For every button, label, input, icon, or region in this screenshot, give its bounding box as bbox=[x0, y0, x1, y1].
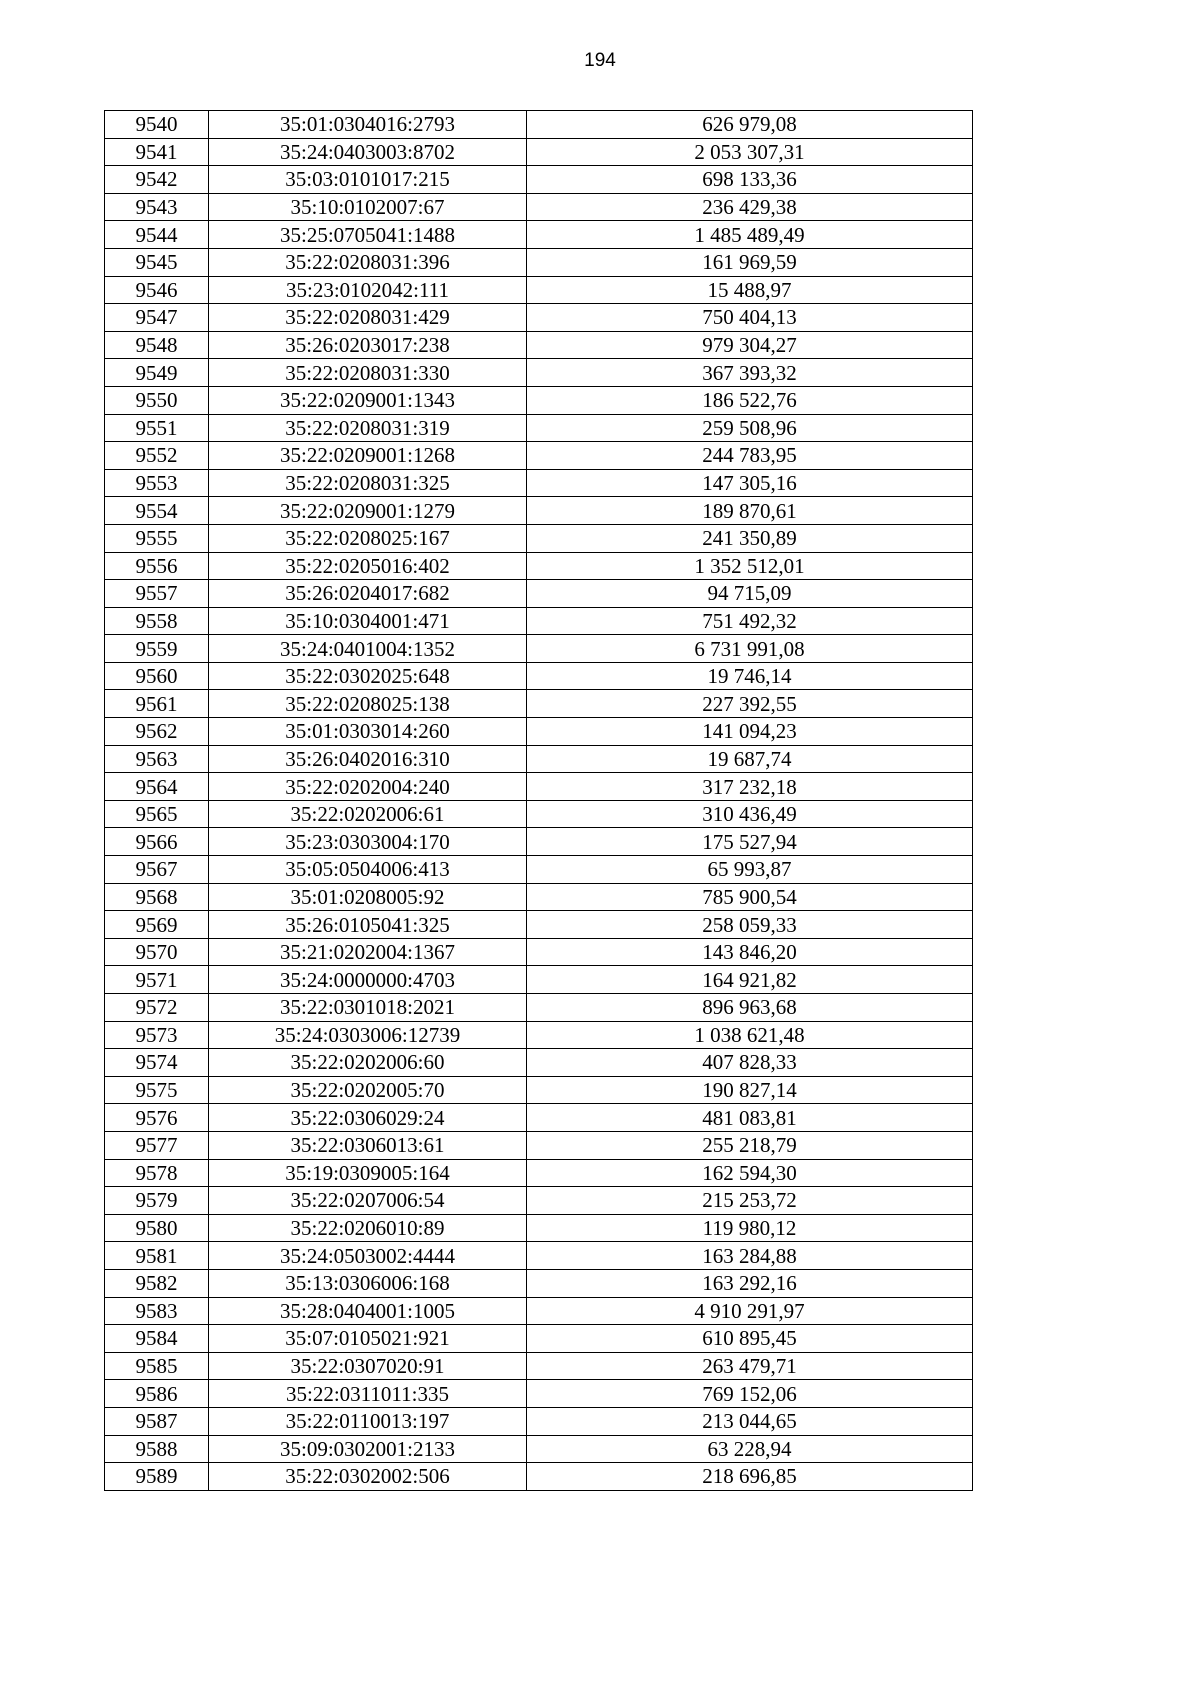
cadastral-value-cell: 979 304,27 bbox=[527, 331, 973, 359]
table-row bbox=[105, 304, 973, 332]
row-number-cell: 9561 bbox=[105, 690, 209, 718]
table-row bbox=[105, 966, 973, 994]
cadastral-value-cell: 1 038 621,48 bbox=[527, 1021, 973, 1049]
row-number-cell: 9583 bbox=[105, 1297, 209, 1325]
table-row bbox=[105, 911, 973, 939]
cadastral-value-cell: 163 292,16 bbox=[527, 1269, 973, 1297]
row-number-cell: 9568 bbox=[105, 883, 209, 911]
row-number-cell: 9555 bbox=[105, 524, 209, 552]
cadastral-number-cell: 35:22:0208031:325 bbox=[209, 469, 527, 497]
row-number-cell: 9585 bbox=[105, 1352, 209, 1380]
cadastral-number-cell: 35:09:0302001:2133 bbox=[209, 1435, 527, 1463]
table-row bbox=[105, 938, 973, 966]
cadastral-number-cell: 35:25:0705041:1488 bbox=[209, 221, 527, 249]
cadastral-number-cell: 35:26:0105041:325 bbox=[209, 911, 527, 939]
row-number-cell: 9565 bbox=[105, 800, 209, 828]
cadastral-value-cell: 163 284,88 bbox=[527, 1242, 973, 1270]
row-number-cell: 9563 bbox=[105, 745, 209, 773]
row-number-cell: 9584 bbox=[105, 1325, 209, 1353]
cadastral-value-cell: 310 436,49 bbox=[527, 800, 973, 828]
row-number-cell: 9548 bbox=[105, 331, 209, 359]
cadastral-number-cell: 35:28:0404001:1005 bbox=[209, 1297, 527, 1325]
table-body bbox=[105, 111, 973, 1491]
cadastral-number-cell: 35:22:0311011:335 bbox=[209, 1380, 527, 1408]
row-number-cell: 9554 bbox=[105, 497, 209, 525]
cadastral-value-cell: 141 094,23 bbox=[527, 718, 973, 746]
cadastral-value-cell: 189 870,61 bbox=[527, 497, 973, 525]
table-row bbox=[105, 994, 973, 1022]
cadastral-value-cell: 190 827,14 bbox=[527, 1076, 973, 1104]
cadastral-number-cell: 35:22:0208031:319 bbox=[209, 414, 527, 442]
cadastral-value-cell: 119 980,12 bbox=[527, 1214, 973, 1242]
row-number-cell: 9574 bbox=[105, 1049, 209, 1077]
row-number-cell: 9560 bbox=[105, 662, 209, 690]
table-row bbox=[105, 111, 973, 139]
row-number-cell: 9550 bbox=[105, 386, 209, 414]
row-number-cell: 9588 bbox=[105, 1435, 209, 1463]
row-number-cell: 9553 bbox=[105, 469, 209, 497]
row-number-cell: 9541 bbox=[105, 138, 209, 166]
cadastral-value-cell: 213 044,65 bbox=[527, 1407, 973, 1435]
cadastral-number-cell: 35:22:0202005:70 bbox=[209, 1076, 527, 1104]
cadastral-number-cell: 35:22:0306013:61 bbox=[209, 1131, 527, 1159]
cadastral-value-cell: 65 993,87 bbox=[527, 856, 973, 884]
table-row bbox=[105, 166, 973, 194]
row-number-cell: 9566 bbox=[105, 828, 209, 856]
row-number-cell: 9562 bbox=[105, 718, 209, 746]
cadastral-number-cell: 35:10:0304001:471 bbox=[209, 607, 527, 635]
cadastral-value-cell: 407 828,33 bbox=[527, 1049, 973, 1077]
cadastral-number-cell: 35:22:0110013:197 bbox=[209, 1407, 527, 1435]
cadastral-value-cell: 367 393,32 bbox=[527, 359, 973, 387]
cadastral-value-cell: 896 963,68 bbox=[527, 994, 973, 1022]
table-row bbox=[105, 1380, 973, 1408]
row-number-cell: 9549 bbox=[105, 359, 209, 387]
row-number-cell: 9576 bbox=[105, 1104, 209, 1132]
cadastral-value-cell: 481 083,81 bbox=[527, 1104, 973, 1132]
row-number-cell: 9559 bbox=[105, 635, 209, 663]
row-number-cell: 9587 bbox=[105, 1407, 209, 1435]
cadastral-number-cell: 35:03:0101017:215 bbox=[209, 166, 527, 194]
table-row bbox=[105, 497, 973, 525]
cadastral-number-cell: 35:23:0102042:111 bbox=[209, 276, 527, 304]
cadastral-value-cell: 63 228,94 bbox=[527, 1435, 973, 1463]
row-number-cell: 9542 bbox=[105, 166, 209, 194]
table-row bbox=[105, 1214, 973, 1242]
cadastral-number-cell: 35:24:0303006:12739 bbox=[209, 1021, 527, 1049]
cadastral-number-cell: 35:05:0504006:413 bbox=[209, 856, 527, 884]
row-number-cell: 9543 bbox=[105, 193, 209, 221]
table-row bbox=[105, 138, 973, 166]
row-number-cell: 9551 bbox=[105, 414, 209, 442]
cadastral-value-cell: 769 152,06 bbox=[527, 1380, 973, 1408]
table-row bbox=[105, 1269, 973, 1297]
cadastral-number-cell: 35:22:0302025:648 bbox=[209, 662, 527, 690]
cadastral-value-cell: 4 910 291,97 bbox=[527, 1297, 973, 1325]
table-row bbox=[105, 1187, 973, 1215]
cadastral-value-cell: 19 687,74 bbox=[527, 745, 973, 773]
table-row bbox=[105, 524, 973, 552]
row-number-cell: 9572 bbox=[105, 994, 209, 1022]
cadastral-value-cell: 161 969,59 bbox=[527, 248, 973, 276]
row-number-cell: 9557 bbox=[105, 580, 209, 608]
cadastral-number-cell: 35:21:0202004:1367 bbox=[209, 938, 527, 966]
row-number-cell: 9569 bbox=[105, 911, 209, 939]
row-number-cell: 9546 bbox=[105, 276, 209, 304]
table-row bbox=[105, 607, 973, 635]
row-number-cell: 9579 bbox=[105, 1187, 209, 1215]
cadastral-value-cell: 241 350,89 bbox=[527, 524, 973, 552]
cadastral-value-cell: 164 921,82 bbox=[527, 966, 973, 994]
row-number-cell: 9573 bbox=[105, 1021, 209, 1049]
row-number-cell: 9547 bbox=[105, 304, 209, 332]
table-row bbox=[105, 1131, 973, 1159]
row-number-cell: 9581 bbox=[105, 1242, 209, 1270]
cadastral-value-cell: 785 900,54 bbox=[527, 883, 973, 911]
cadastral-value-cell: 1 352 512,01 bbox=[527, 552, 973, 580]
row-number-cell: 9556 bbox=[105, 552, 209, 580]
row-number-cell: 9577 bbox=[105, 1131, 209, 1159]
table-row bbox=[105, 1076, 973, 1104]
cadastral-value-cell: 19 746,14 bbox=[527, 662, 973, 690]
cadastral-number-cell: 35:01:0303014:260 bbox=[209, 718, 527, 746]
table-row bbox=[105, 1325, 973, 1353]
row-number-cell: 9580 bbox=[105, 1214, 209, 1242]
cadastral-value-cell: 147 305,16 bbox=[527, 469, 973, 497]
cadastral-value-cell: 1 485 489,49 bbox=[527, 221, 973, 249]
table-row bbox=[105, 221, 973, 249]
table-row bbox=[105, 469, 973, 497]
table-row bbox=[105, 662, 973, 690]
cadastral-value-cell: 626 979,08 bbox=[527, 111, 973, 139]
cadastral-number-cell: 35:22:0208031:330 bbox=[209, 359, 527, 387]
cadastral-value-cell: 698 133,36 bbox=[527, 166, 973, 194]
cadastral-number-cell: 35:22:0208031:396 bbox=[209, 248, 527, 276]
cadastral-number-cell: 35:13:0306006:168 bbox=[209, 1269, 527, 1297]
cadastral-number-cell: 35:22:0208025:138 bbox=[209, 690, 527, 718]
table-row bbox=[105, 1463, 973, 1491]
table-row bbox=[105, 690, 973, 718]
cadastral-number-cell: 35:22:0307020:91 bbox=[209, 1352, 527, 1380]
row-number-cell: 9567 bbox=[105, 856, 209, 884]
table-row bbox=[105, 1435, 973, 1463]
table-row bbox=[105, 856, 973, 884]
table-row bbox=[105, 386, 973, 414]
cadastral-value-cell: 175 527,94 bbox=[527, 828, 973, 856]
cadastral-number-cell: 35:22:0209001:1279 bbox=[209, 497, 527, 525]
cadastral-value-cell: 750 404,13 bbox=[527, 304, 973, 332]
table-row bbox=[105, 276, 973, 304]
row-number-cell: 9552 bbox=[105, 442, 209, 470]
cadastral-value-cell: 317 232,18 bbox=[527, 773, 973, 801]
cadastral-value-cell: 186 522,76 bbox=[527, 386, 973, 414]
table-row bbox=[105, 193, 973, 221]
table-row bbox=[105, 635, 973, 663]
table-row bbox=[105, 1104, 973, 1132]
cadastral-value-cell: 162 594,30 bbox=[527, 1159, 973, 1187]
table-row bbox=[105, 828, 973, 856]
cadastral-number-cell: 35:22:0306029:24 bbox=[209, 1104, 527, 1132]
cadastral-number-cell: 35:26:0204017:682 bbox=[209, 580, 527, 608]
cadastral-number-cell: 35:01:0208005:92 bbox=[209, 883, 527, 911]
cadastral-number-cell: 35:22:0302002:506 bbox=[209, 1463, 527, 1491]
table-row bbox=[105, 1297, 973, 1325]
row-number-cell: 9578 bbox=[105, 1159, 209, 1187]
table-row bbox=[105, 745, 973, 773]
table-row bbox=[105, 718, 973, 746]
cadastral-value-cell: 236 429,38 bbox=[527, 193, 973, 221]
cadastral-number-cell: 35:22:0209001:1268 bbox=[209, 442, 527, 470]
row-number-cell: 9564 bbox=[105, 773, 209, 801]
cadastral-number-cell: 35:22:0207006:54 bbox=[209, 1187, 527, 1215]
cadastral-number-cell: 35:22:0205016:402 bbox=[209, 552, 527, 580]
row-number-cell: 9589 bbox=[105, 1463, 209, 1491]
row-number-cell: 9575 bbox=[105, 1076, 209, 1104]
table-row bbox=[105, 414, 973, 442]
cadastral-number-cell: 35:22:0208031:429 bbox=[209, 304, 527, 332]
table-row bbox=[105, 248, 973, 276]
table-row bbox=[105, 580, 973, 608]
row-number-cell: 9540 bbox=[105, 111, 209, 139]
cadastral-number-cell: 35:24:0401004:1352 bbox=[209, 635, 527, 663]
cadastral-number-cell: 35:22:0301018:2021 bbox=[209, 994, 527, 1022]
cadastral-value-cell: 6 731 991,08 bbox=[527, 635, 973, 663]
cadastral-number-cell: 35:24:0503002:4444 bbox=[209, 1242, 527, 1270]
table-row bbox=[105, 1242, 973, 1270]
cadastral-value-cell: 751 492,32 bbox=[527, 607, 973, 635]
table-row bbox=[105, 331, 973, 359]
cadastral-value-cell: 610 895,45 bbox=[527, 1325, 973, 1353]
cadastral-number-cell: 35:22:0202006:60 bbox=[209, 1049, 527, 1077]
cadastral-number-cell: 35:26:0402016:310 bbox=[209, 745, 527, 773]
row-number-cell: 9586 bbox=[105, 1380, 209, 1408]
row-number-cell: 9570 bbox=[105, 938, 209, 966]
cadastral-value-table bbox=[104, 110, 973, 1491]
table-row bbox=[105, 442, 973, 470]
cadastral-value-cell: 263 479,71 bbox=[527, 1352, 973, 1380]
cadastral-value-cell: 143 846,20 bbox=[527, 938, 973, 966]
cadastral-number-cell: 35:22:0209001:1343 bbox=[209, 386, 527, 414]
cadastral-value-cell: 255 218,79 bbox=[527, 1131, 973, 1159]
cadastral-value-cell: 15 488,97 bbox=[527, 276, 973, 304]
cadastral-number-cell: 35:07:0105021:921 bbox=[209, 1325, 527, 1353]
cadastral-number-cell: 35:10:0102007:67 bbox=[209, 193, 527, 221]
table-row bbox=[105, 1352, 973, 1380]
cadastral-number-cell: 35:26:0203017:238 bbox=[209, 331, 527, 359]
cadastral-value-cell: 2 053 307,31 bbox=[527, 138, 973, 166]
cadastral-number-cell: 35:23:0303004:170 bbox=[209, 828, 527, 856]
table-row bbox=[105, 883, 973, 911]
cadastral-value-cell: 227 392,55 bbox=[527, 690, 973, 718]
table-row bbox=[105, 1049, 973, 1077]
cadastral-value-cell: 218 696,85 bbox=[527, 1463, 973, 1491]
row-number-cell: 9582 bbox=[105, 1269, 209, 1297]
cadastral-number-cell: 35:19:0309005:164 bbox=[209, 1159, 527, 1187]
cadastral-value-cell: 258 059,33 bbox=[527, 911, 973, 939]
cadastral-number-cell: 35:01:0304016:2793 bbox=[209, 111, 527, 139]
page-number: 194 bbox=[584, 50, 616, 71]
table-row bbox=[105, 552, 973, 580]
row-number-cell: 9545 bbox=[105, 248, 209, 276]
cadastral-value-cell: 259 508,96 bbox=[527, 414, 973, 442]
row-number-cell: 9544 bbox=[105, 221, 209, 249]
table-row bbox=[105, 1021, 973, 1049]
table-row bbox=[105, 773, 973, 801]
cadastral-number-cell: 35:22:0206010:89 bbox=[209, 1214, 527, 1242]
cadastral-number-cell: 35:24:0000000:4703 bbox=[209, 966, 527, 994]
table-row bbox=[105, 1407, 973, 1435]
table-row bbox=[105, 359, 973, 387]
cadastral-number-cell: 35:22:0208025:167 bbox=[209, 524, 527, 552]
table-row bbox=[105, 800, 973, 828]
row-number-cell: 9571 bbox=[105, 966, 209, 994]
row-number-cell: 9558 bbox=[105, 607, 209, 635]
cadastral-number-cell: 35:22:0202004:240 bbox=[209, 773, 527, 801]
cadastral-value-cell: 244 783,95 bbox=[527, 442, 973, 470]
cadastral-number-cell: 35:22:0202006:61 bbox=[209, 800, 527, 828]
table-row bbox=[105, 1159, 973, 1187]
cadastral-value-cell: 94 715,09 bbox=[527, 580, 973, 608]
cadastral-number-cell: 35:24:0403003:8702 bbox=[209, 138, 527, 166]
cadastral-value-cell: 215 253,72 bbox=[527, 1187, 973, 1215]
